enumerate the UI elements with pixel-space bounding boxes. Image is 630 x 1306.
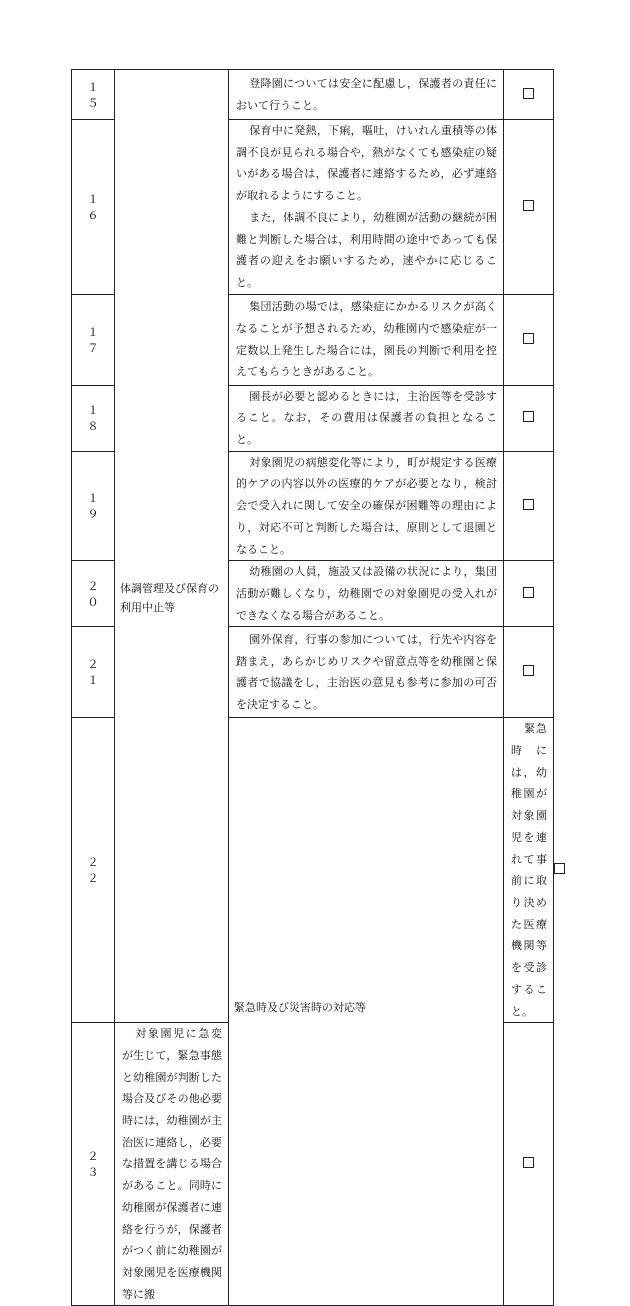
checkbox[interactable] bbox=[504, 70, 554, 120]
item-text: 対象園児に急変が生じて，緊急事態と幼稚園が判断した場合及びその他必要時には，幼稚園が主治医に連絡し，必要な措置を講じる場合があること。同時に幼稚園が保護者に連絡を行うが，保護者がつく前に幼稚園が対象園児を医療機関等に搬 bbox=[115, 1023, 229, 1306]
checkbox[interactable] bbox=[504, 451, 554, 561]
checkbox[interactable] bbox=[504, 120, 554, 295]
item-number: １５ bbox=[72, 70, 115, 120]
consent-checklist-table bbox=[71, 69, 554, 1306]
item-number: １９ bbox=[72, 451, 115, 561]
checkbox-square-icon[interactable] bbox=[523, 499, 534, 510]
checkbox[interactable] bbox=[504, 627, 554, 718]
item-text: 対象園児の病態変化等により，町が規定する医療的ケアの内容以外の医療的ケアが必要となり，検討会で受入れに関して安全の確保が困難等の理由により，対応不可と判断した場合は，原則として退園となること。 bbox=[229, 451, 504, 561]
item-text: 緊急時には，幼稚園が対象園児を連れて事前に取り決めた医療機関等を受診すること。 bbox=[504, 718, 554, 1023]
category-label-emergency: 緊急時及び災害時の対応等 bbox=[234, 1001, 366, 1015]
checkbox[interactable] bbox=[504, 294, 554, 385]
item-number: ２３ bbox=[72, 1023, 115, 1306]
checkbox-square-icon[interactable] bbox=[523, 665, 534, 676]
checkbox-square-icon[interactable] bbox=[523, 411, 534, 422]
checkbox-square-icon[interactable] bbox=[523, 88, 534, 99]
checkbox-square-icon[interactable] bbox=[523, 333, 534, 344]
checkbox-square-icon[interactable] bbox=[554, 863, 565, 874]
checkbox[interactable] bbox=[504, 561, 554, 627]
item-number: ２０ bbox=[72, 561, 115, 627]
item-number: １７ bbox=[72, 294, 115, 385]
item-text: 集団活動の場では，感染症にかかるリスクが高くなることが予想されるため，幼稚園内で感染症が一定数以上発生した場合には，園長の判断で利用を控えてもらうときがあること。 bbox=[229, 294, 504, 385]
item-text: 園外保育，行事の参加については，行先や内容を踏まえ，あらかじめリスクや留意点等を幼稚園と保護者で協議をし，主治医の意見も参考に参加の可否を決定すること。 bbox=[229, 627, 504, 718]
item-number: １８ bbox=[72, 385, 115, 451]
category-cell-emergency bbox=[229, 718, 504, 1306]
item-text: 保育中に発熱，下痢，嘔吐，けいれん重積等の体調不良が見られる場合や，熱がなくても感染症の疑いがある場合は，保護者に連絡するため，必ず連絡が取れるようにすること。 また，体調不良により，幼稚園が活動の継続が困難と判断した場合は，利用時間の途中であっても保護者の迎えをお願いするため，速やかに応じること。 bbox=[229, 120, 504, 295]
item-text: 幼稚園の人員，施設又は設備の状況により，集団活動が難しくなり，幼稚園での対象園児の受入れができなくなる場合があること。 bbox=[229, 561, 504, 627]
category-label-health: 体調管理及び保育の利用中止等 bbox=[120, 582, 219, 615]
item-text: 園長が必要と認めるときには，主治医等を受診すること。なお，その費用は保護者の負担となること。 bbox=[229, 385, 504, 451]
item-text: 登降園については安全に配慮し，保護者の責任において行うこと。 bbox=[229, 70, 504, 120]
checkbox-square-icon[interactable] bbox=[523, 1157, 534, 1168]
item-number: ２１ bbox=[72, 627, 115, 718]
item-number: １６ bbox=[72, 120, 115, 295]
item-number: ２２ bbox=[72, 718, 115, 1023]
category-cell-health bbox=[115, 70, 229, 1023]
checkbox[interactable] bbox=[504, 385, 554, 451]
table-row bbox=[72, 70, 554, 120]
checkbox-square-icon[interactable] bbox=[523, 200, 534, 211]
checkbox-square-icon[interactable] bbox=[523, 587, 534, 598]
checkbox[interactable] bbox=[504, 1023, 554, 1306]
